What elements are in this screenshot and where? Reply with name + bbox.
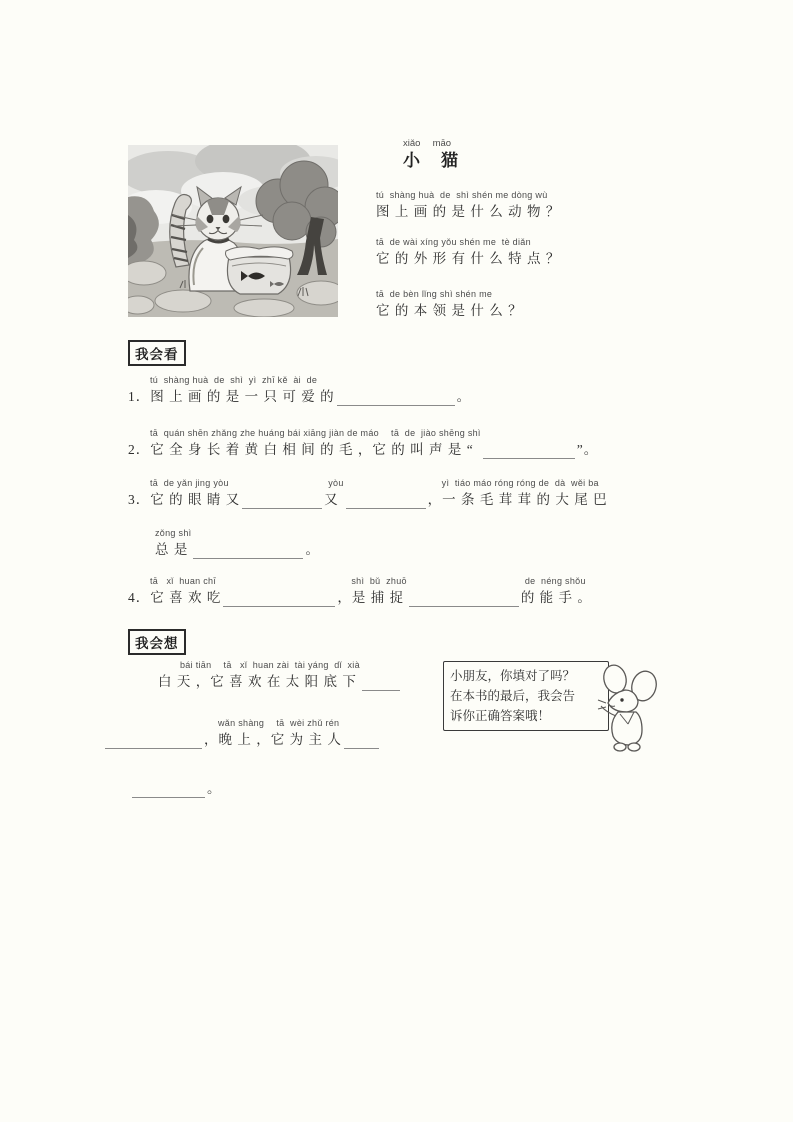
- item-2-text: 2．它 全 身 长 着 黄 白 相 间 的 毛 ，它 的 叫 声 是 “: [128, 442, 474, 457]
- title-pinyin: xiǎo māo: [403, 138, 452, 149]
- think-line-1: [158, 659, 402, 691]
- question-3-pinyin: tā de bèn lǐng shì shén me: [376, 289, 493, 299]
- section-label-look: 我会看: [128, 340, 186, 366]
- item-1-pinyin: tú shàng huà de shì yì zhī kě ài de: [150, 375, 318, 385]
- blank-line: [242, 490, 322, 509]
- question-1: [376, 189, 560, 221]
- fill-item-2: [128, 427, 598, 459]
- item-3-cont-pinyin: zǒng shì: [155, 528, 192, 538]
- item-3-text-1: 3．它 的 眼 睛 又: [128, 492, 241, 507]
- item-4-text-3: 的 能 手 。: [520, 590, 592, 605]
- item-3-text-2: 又: [324, 492, 339, 507]
- question-2-pinyin: tā de wài xíng yǒu shén me tè diǎn: [376, 237, 531, 247]
- answer-hint-box: [443, 661, 609, 731]
- title-hanzi: 小 猫: [403, 151, 460, 170]
- blank-line: [105, 730, 202, 749]
- item-3-cont-period: 。: [305, 542, 320, 557]
- think-line-1-text: 白 天 ，它 喜 欢 在 太 阳 底 下: [158, 674, 357, 689]
- think-line-3-period: 。: [207, 781, 222, 796]
- item-1-text: 1．图 上 画 的 是 一 只 可 爱 的: [128, 389, 335, 404]
- think-line-3: [130, 766, 222, 798]
- item-1-period: 。: [456, 389, 472, 404]
- blank-line: [346, 490, 426, 509]
- blank-line: [337, 387, 455, 406]
- blank-line: [409, 588, 519, 607]
- blank-line: [132, 779, 205, 798]
- hint-line-1: 小朋友，你填对了吗？: [450, 669, 576, 683]
- item-3-cont-text: 总 是: [155, 542, 189, 557]
- item-3-pinyin-2: yòu: [328, 478, 344, 488]
- item-4-text-1: 4．它 喜 欢 吃: [128, 590, 222, 605]
- think-line-1-pinyin: bái tiān tā xǐ huan zài tài yáng dǐ xià: [180, 660, 360, 670]
- fill-item-1: [128, 374, 471, 406]
- blank-line: [362, 672, 400, 691]
- mouse-mascot-illustration: [597, 659, 661, 753]
- cat-scene-image: [128, 145, 338, 317]
- think-line-2-text: ，晚 上 ，它 为 主 人: [204, 732, 342, 747]
- question-2: [376, 236, 560, 268]
- blank-line: [223, 588, 335, 607]
- question-1-text: 图 上 画 的 是 什 么 动 物 ？: [376, 204, 561, 219]
- blank-line: [483, 440, 575, 459]
- section-label-think: 我会想: [128, 629, 186, 655]
- item-2-close: ”。: [576, 442, 599, 457]
- blank-line: [193, 540, 303, 559]
- question-3-text: 它 的 本 领 是 什 么 ？: [376, 303, 523, 318]
- item-4-text-2: ，是 捕 捉: [337, 590, 405, 605]
- question-3: [376, 288, 523, 320]
- page-title: [403, 137, 460, 172]
- question-1-pinyin: tú shàng huà de shì shén me dòng wù: [376, 190, 548, 200]
- kitten-and-fishbowl-illustration: [128, 145, 338, 317]
- hint-line-2: 在本书的最后，我会告: [450, 689, 576, 703]
- fill-item-3: [128, 477, 608, 509]
- question-2-text: 它 的 外 形 有 什 么 特 点 ？: [376, 251, 561, 266]
- mouse-line-art: [597, 659, 661, 753]
- item-3-text-3: ，一 条 毛 茸 茸 的 大 尾 巴: [427, 492, 608, 507]
- item-3-pinyin-3: yì tiáo máo róng róng de dà wěi ba: [441, 478, 599, 488]
- fill-item-4: [128, 575, 592, 607]
- item-4-pinyin-2: shì bǔ zhuō: [351, 576, 407, 586]
- blank-line: [344, 730, 379, 749]
- item-3-pinyin-1: tā de yǎn jing yòu: [150, 478, 229, 488]
- think-line-2-pinyin: wǎn shàng tā wèi zhǔ rén: [218, 718, 340, 728]
- item-4-pinyin-3: de néng shǒu: [524, 576, 586, 586]
- item-4-pinyin-1: tā xǐ huan chī: [150, 576, 217, 586]
- hint-line-3: 诉你正确答案哦！: [450, 709, 551, 723]
- item-2-pinyin: tā quán shēn zhǎng zhe huáng bái xiāng jiàn de máo tā de jiào shēng shì: [150, 428, 481, 438]
- fill-item-3-continuation: [155, 527, 320, 559]
- think-line-2: [103, 717, 381, 749]
